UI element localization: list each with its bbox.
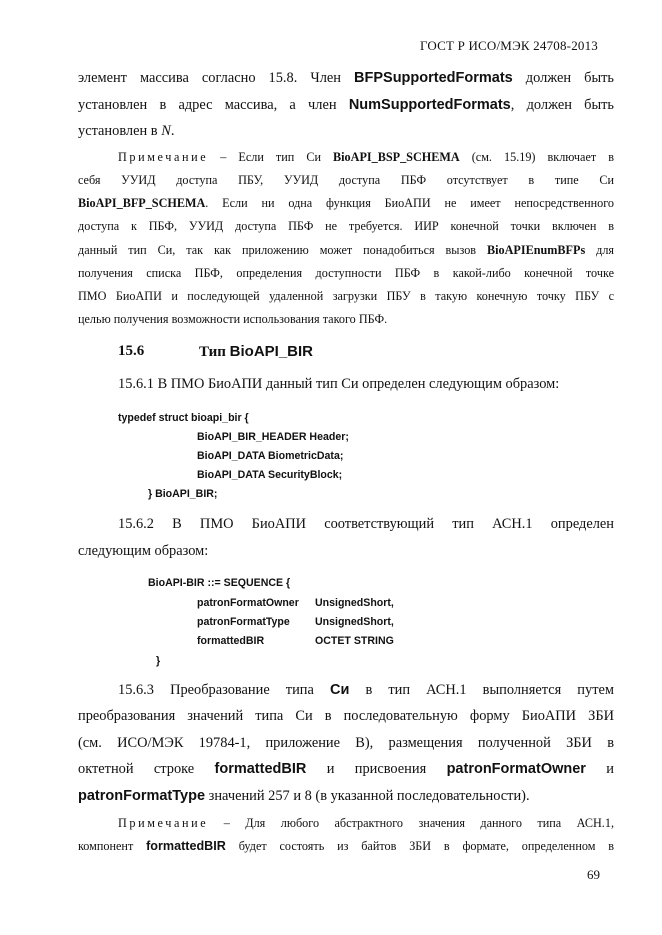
note-line xyxy=(78,839,614,854)
paragraph-line xyxy=(118,682,614,699)
text: для xyxy=(585,243,615,257)
code-line: } BioAPI_BIR; xyxy=(148,488,218,500)
code-field-type: UnsignedShort, xyxy=(315,597,394,609)
term: patronFormatType xyxy=(78,788,206,804)
term: BioAPI_BIR xyxy=(229,343,314,360)
note-line xyxy=(118,150,614,165)
text: , должен быть xyxy=(510,97,614,113)
variable: N xyxy=(161,123,171,139)
note-line xyxy=(118,816,614,831)
paragraph-line: 15.6.1 В ПМО БиоАПИ данный тип Си определен следующим образом: xyxy=(118,376,560,392)
text: (см. 15.19) включает в xyxy=(459,150,615,164)
note-line xyxy=(78,243,614,258)
paragraph-line xyxy=(78,788,614,805)
code-field-type: UnsignedShort, xyxy=(315,616,394,628)
term: Си xyxy=(329,682,350,698)
code-line: } xyxy=(156,655,161,667)
text: . Если ни одна функция БиоАПИ не имеет непосредственного xyxy=(205,196,614,210)
note-label: Примечание xyxy=(118,150,209,164)
text: – Если тип Си xyxy=(208,150,334,164)
code-line: BioAPI_BIR_HEADER Header; xyxy=(197,431,349,443)
page-header: ГОСТ Р ИСО/МЭК 24708-2013 xyxy=(419,38,598,53)
text: . xyxy=(170,123,175,139)
term: formattedBIR xyxy=(146,839,226,853)
paragraph-line xyxy=(78,97,614,114)
paragraph-line: следующим образом: xyxy=(78,543,209,559)
text: 15.6.3 Преобразование типа xyxy=(118,682,330,698)
page-number: 69 xyxy=(587,867,600,882)
paragraph-line: 15.6.2 В ПМО БиоАПИ соответствующий тип АСН.1 определен xyxy=(118,516,614,532)
code-field-name: patronFormatType xyxy=(197,616,290,628)
term: BFPSupportedFormats xyxy=(354,70,513,86)
text: и присвоения xyxy=(306,761,447,777)
text: Тип xyxy=(199,344,230,360)
text: элемент массива согласно 15.8. Член xyxy=(78,70,355,86)
text: и xyxy=(585,761,614,777)
code-line: typedef struct bioapi_bir { xyxy=(118,412,249,424)
paragraph-line xyxy=(78,123,614,140)
code-line: BioAPI_DATA SecurityBlock; xyxy=(197,469,343,481)
term: BioAPI_BFP_SCHEMA xyxy=(78,196,206,210)
paragraph-line xyxy=(78,761,614,778)
text: будет состоять из байтов ЗБИ в формате, определенном в xyxy=(225,839,614,853)
paragraph-line xyxy=(78,70,614,87)
code-line: BioAPI_DATA BiometricData; xyxy=(197,450,344,462)
text: октетной строке xyxy=(78,761,215,777)
code-field-name: patronFormatOwner xyxy=(197,597,299,609)
note-line xyxy=(78,196,614,211)
paragraph-line: (см. ИСО/МЭК 19784-1, приложение В), размещения полученной ЗБИ в xyxy=(78,735,614,751)
term: BioAPIEnumBFPs xyxy=(486,243,586,257)
code-field-type: OCTET STRING xyxy=(315,635,394,647)
code-field-name: formattedBIR xyxy=(197,635,265,647)
term: formattedBIR xyxy=(214,761,307,777)
note-line: ПМО БиоАПИ и последующей удаленной загрузки ПБУ в такую конечную точку ПБУ с xyxy=(78,289,614,303)
text: – Для любого абстрактного значения данного типа АСН.1, xyxy=(208,816,614,830)
term: NumSupportedFormats xyxy=(348,97,511,113)
code-line: BioAPI-BIR ::= SEQUENCE { xyxy=(148,577,291,589)
text: в тип АСН.1 выполняется путем xyxy=(349,682,614,698)
text: значений 257 и 8 (в указанной последовательности). xyxy=(205,788,530,804)
term: patronFormatOwner xyxy=(446,761,586,777)
paragraph-line: преобразования значений типа Си в последовательную форму БиоАПИ ЗБИ xyxy=(78,708,614,724)
section-number: 15.6 xyxy=(118,343,145,359)
term: BioAPI_BSP_SCHEMA xyxy=(333,150,460,164)
section-title xyxy=(199,343,313,361)
text: данный тип Си, так как приложению может понадобиться вызов xyxy=(78,243,487,257)
text: установлен в xyxy=(78,123,162,139)
text: должен быть xyxy=(512,70,614,86)
note-line: целью получения возможности использования такого ПБФ. xyxy=(78,312,388,326)
note-line: себя УУИД доступа ПБУ, УУИД доступа ПБФ отсутствует в типе Си xyxy=(78,173,614,187)
note-line: получения списка ПБФ, определения доступности ПБФ в какой-либо конечной точке xyxy=(78,266,614,280)
text: установлен в адрес массива, а член xyxy=(78,97,349,113)
note-line: доступа к ПБФ, УУИД доступа ПБФ не требуется. ИИР конечной точки включен в xyxy=(78,219,614,233)
note-label: Примечание xyxy=(118,816,209,830)
text: компонент xyxy=(78,839,147,853)
